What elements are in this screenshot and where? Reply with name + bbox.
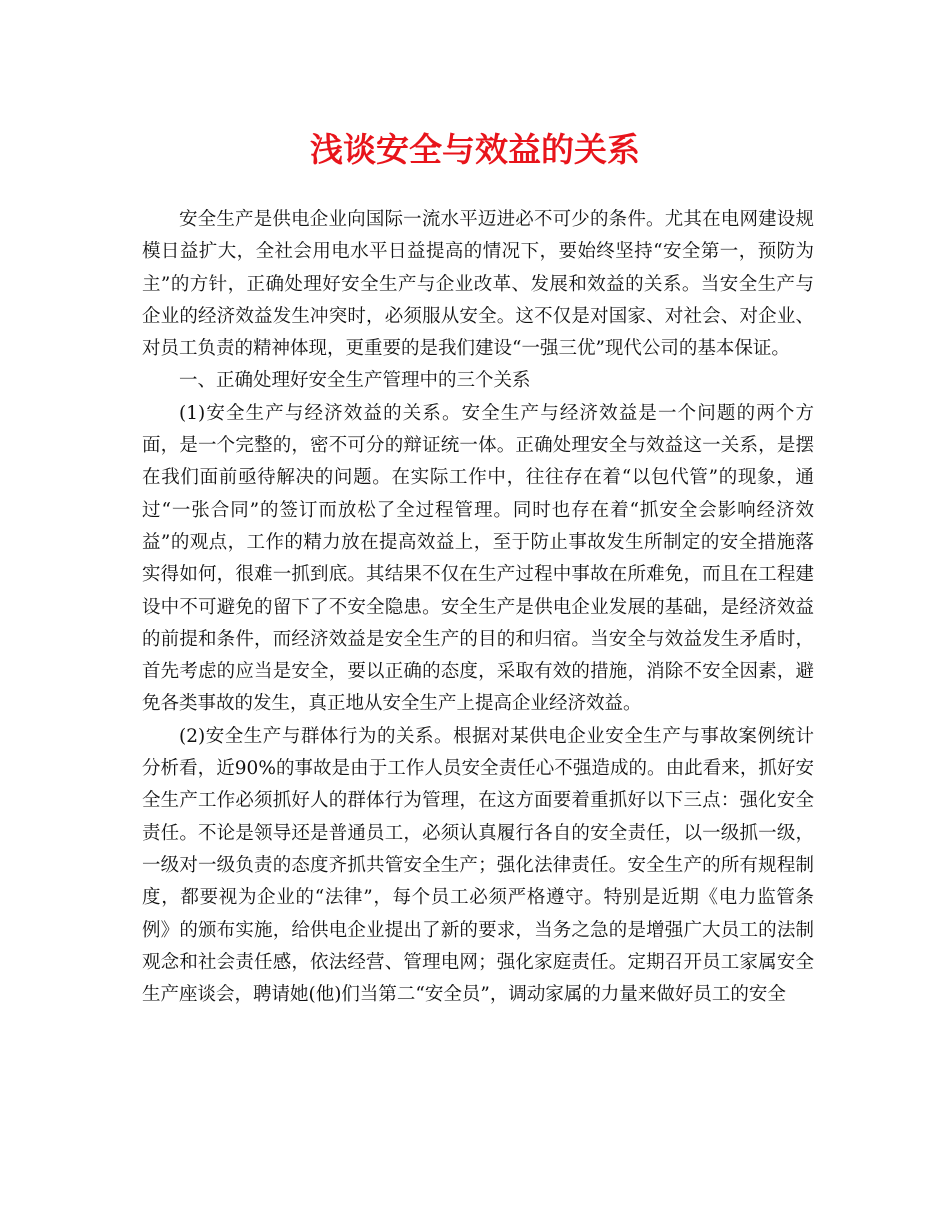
paragraph-safety-group: (2)安全生产与群体行为的关系。根据对某供电企业安全生产与事故案例统计分析看，近90%的事故是由于工作人员安全责任心不强造成的。由此看来，抓好安全生产工作必须抓好人的群体行为管理，在这方面要着重抓好以下三点：强化安全责任。不论是领导还是普通员工，必须认真履行各自的安全责任，以一级抓一级，一级对一级负责的态度齐抓共管安全生产；强化法律责任。安全生产的所有规程制度，都要视为企业的“法律”，每个员工必须严格遵守。特别是近期《电力监管条例》的颁布实施，给供电企业提出了新的要求，当务之急的是增强广大员工的法制观念和社会责任感，依法经营、管理电网；强化家庭责任。定期召开员工家属安全生产座谈会，聘请她(他)们当第二“安全员”，调动家属的力量来做好员工的安全: [142, 725, 814, 1006]
section-heading: 一、正确处理好安全生产管理中的三个关系: [179, 370, 531, 392]
paragraph-intro: 安全生产是供电企业向国际一流水平迈进必不可少的条件。尤其在电网建设规模日益扩大，全社会用电水平日益提高的情况下，要始终坚持“安全第一，预防为主”的方针，正确处理好安全生产与企业改革、发展和效益的关系。当安全生产与企业的经济效益发生冲突时，必须服从安全。这不仅是对国家、对社会、对企业、对员工负责的精神体现，更重要的是我们建设“一强三优”现代公司的基本保证。: [142, 209, 814, 360]
paragraph-safety-economic: (1)安全生产与经济效益的关系。安全生产与经济效益是一个问题的两个方面，是一个完整的，密不可分的辩证统一体。正确处理安全与效益这一关系，是摆在我们面前亟待解决的问题。在实际工作中，往往存在着“以包代管”的现象，通过“一张合同”的签订而放松了全过程管理。同时也存在着“抓安全会影响经济效益”的观点，工作的精力放在提高效益上，至于防止事故发生所制定的安全措施落实得如何，很难一抓到底。其结果不仅在生产过程中事故在所难免，而且在工程建设中不可避免的留下了不安全隐患。安全生产是供电企业发展的基础，是经济效益的前提和条件，而经济效益是安全生产的目的和归宿。当安全与效益发生矛盾时，首先考虑的应当是安全，要以正确的态度，采取有效的措施，消除不安全因素，避免各类事故的发生，真正地从安全生产上提高企业经济效益。: [142, 402, 814, 715]
document-title: 浅谈安全与效益的关系: [310, 130, 640, 169]
document-body: [142, 204, 814, 1011]
